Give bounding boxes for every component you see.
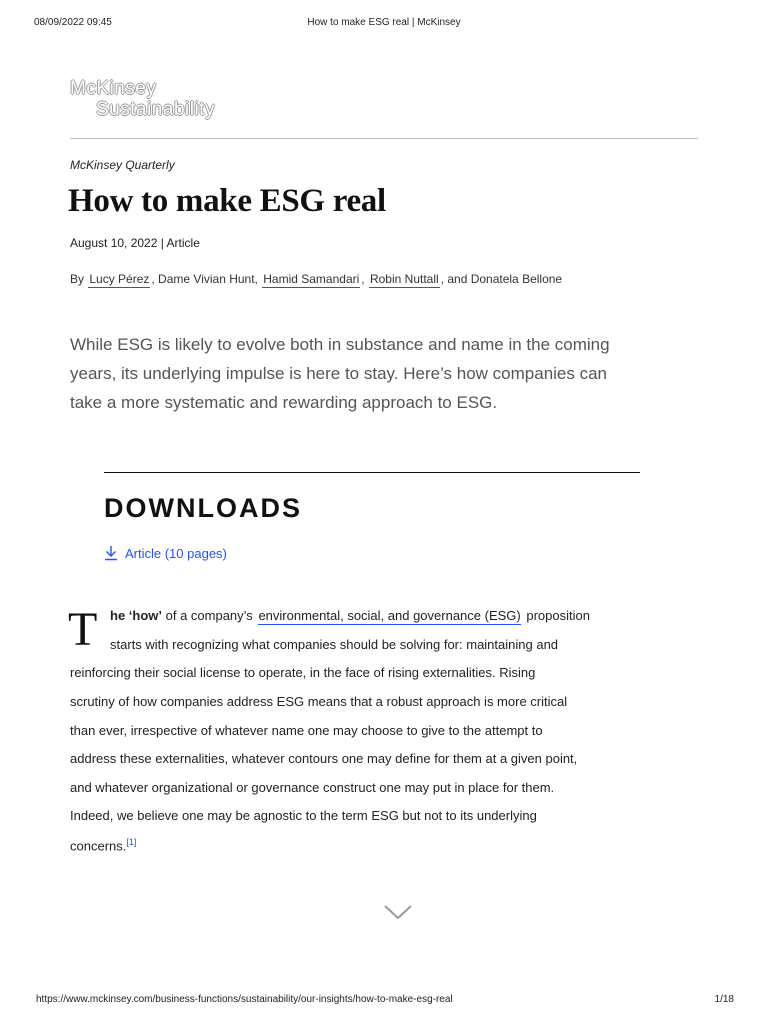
download-article-link[interactable]: [104, 545, 227, 561]
byline-separator: , Dame Vivian Hunt,: [151, 272, 258, 286]
body-bold-lead: he ‘how’: [110, 608, 162, 623]
body-line-7: and whatever organizational or governance construct one may put in place for them.: [70, 780, 555, 795]
print-page-number: 1/18: [714, 994, 734, 1005]
article-date-type: August 10, 2022 | Article: [70, 236, 200, 250]
article-title: How to make ESG real: [68, 183, 386, 219]
body-line-9: [70, 837, 136, 853]
mckinsey-sustainability-logo[interactable]: [70, 78, 215, 120]
author-link-robin-nuttall[interactable]: Robin Nuttall: [369, 272, 439, 286]
byline-separator: ,: [361, 272, 365, 286]
downloads-heading: DOWNLOADS: [104, 493, 302, 523]
esg-definition-link[interactable]: environmental, social, and governance (ESG): [258, 608, 521, 623]
body-line-5: than ever, irrespective of whatever name one may choose to give to the attempt to: [70, 723, 543, 738]
body-line-4: scrutiny of how companies address ESG means that a robust approach is more critical: [70, 694, 568, 709]
print-page-title: How to make ESG real | McKinsey: [307, 17, 461, 28]
byline-prefix: By: [70, 272, 85, 286]
author-link-hamid-samandari[interactable]: Hamid Samandari: [263, 272, 360, 286]
body-line-1: [110, 608, 590, 623]
body-line-8: Indeed, we believe one may be agnostic to the term ESG but not to its underlying: [70, 808, 537, 823]
chevron-down-icon[interactable]: [384, 905, 412, 921]
download-link-label: Article (10 pages): [125, 545, 227, 561]
byline: [70, 272, 562, 286]
publication-label[interactable]: McKinsey Quarterly: [70, 158, 175, 172]
body-line-2: starts with recognizing what companies should be solving for: maintaining and: [110, 637, 559, 652]
body-text: of a company’s: [162, 608, 253, 623]
downloads-divider: [104, 472, 640, 473]
logo-line-1: McKinsey: [70, 78, 157, 99]
body-line-3: reinforcing their social license to operate, in the face of rising externalities. Rising: [70, 665, 536, 680]
header-divider: [70, 138, 698, 139]
body-line-6: address these externalities, whatever contours one may define for them at a given point,: [70, 751, 578, 766]
download-icon: [104, 545, 118, 561]
article-summary: While ESG is likely to evolve both in substance and name in the coming years, its underlying impulse is here to stay. Here’s how companies can take a more systematic and rewarding approach to ESG.: [70, 335, 610, 412]
print-datetime: 08/09/2022 09:45: [34, 17, 112, 28]
author-link-lucy-perez[interactable]: Lucy Pérez: [89, 272, 150, 286]
print-footer-url: https://www.mckinsey.com/business-functions/sustainability/our-insights/how-to-make-esg-real: [36, 994, 453, 1005]
drop-cap: T: [68, 603, 98, 656]
footnote-link[interactable]: [1]: [126, 837, 137, 847]
body-text: concerns.: [70, 838, 127, 854]
logo-line-2: Sustainability: [96, 99, 215, 120]
byline-separator: , and Donatela Bellone: [440, 272, 563, 286]
body-text: proposition: [526, 608, 590, 623]
